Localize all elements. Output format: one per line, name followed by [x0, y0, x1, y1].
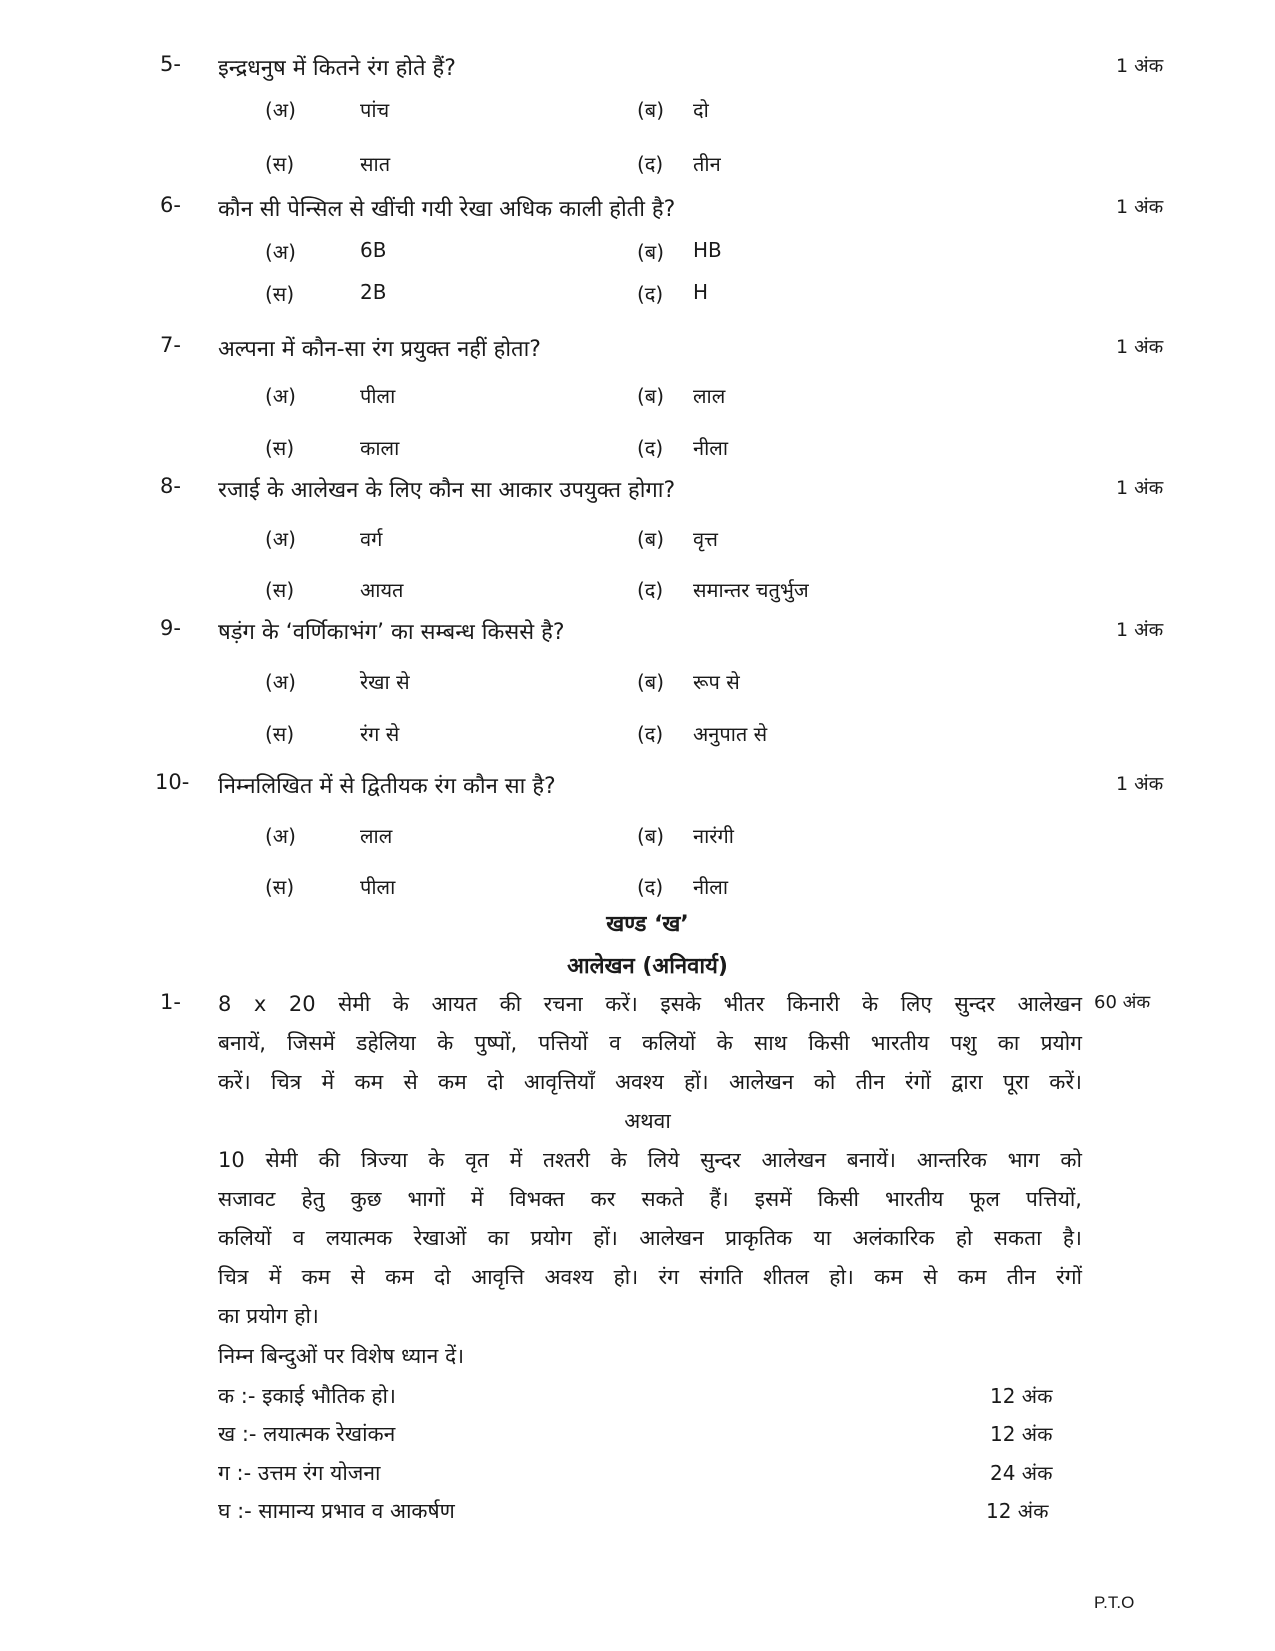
question-text: निम्नलिखित में से द्वितीयक रंग कौन सा है?	[218, 774, 556, 799]
option-value: समान्तर चतुर्भुज	[693, 578, 809, 602]
option-label: (स)	[265, 875, 295, 899]
question-text: अल्पना में कौन-सा रंग प्रयुक्त नहीं होता?	[218, 337, 541, 362]
option-label: (द)	[637, 436, 664, 460]
option-value: 2B	[360, 280, 387, 304]
option-label: (स)	[265, 578, 295, 602]
option-label: (द)	[637, 152, 664, 176]
section-subtitle: आलेखन (अनिवार्य)	[567, 954, 728, 979]
option-label: (ब)	[637, 98, 665, 122]
option-value: आयत	[360, 578, 404, 602]
option-label: (अ)	[265, 527, 296, 551]
option-value: सात	[360, 152, 391, 176]
criterion-text: ख :- लयात्मक रेखांकन	[218, 1422, 396, 1446]
option-value: रंग से	[360, 722, 400, 746]
option-label: (अ)	[265, 384, 296, 408]
option-label: (अ)	[265, 98, 296, 122]
option-value: H	[693, 280, 709, 304]
para-line: 10 सेमी की त्रिज्या के वृत में तश्तरी के लिये सुन्दर आलेखन बनायें। आन्तरिक भाग को	[218, 1148, 1082, 1172]
option-value: लाल	[693, 384, 726, 408]
option-value: काला	[360, 436, 400, 460]
question-number: 7-	[160, 333, 181, 357]
option-value: पांच	[360, 98, 390, 122]
question-number: 10-	[155, 770, 190, 794]
para-line: कलियों व लयात्मक रेखाओं का प्रयोग हों। आलेखन प्राकृतिक या अलंकारिक हो सकता है।	[218, 1226, 1082, 1250]
option-value: रूप से	[693, 670, 740, 694]
option-label: (स)	[265, 436, 295, 460]
option-label: (स)	[265, 152, 295, 176]
pto-footer: P.T.O	[1094, 1593, 1135, 1612]
criterion-marks: 24 अंक	[990, 1461, 1053, 1485]
question-marks: 1 अंक	[1116, 773, 1164, 795]
note-text: निम्न बिन्दुओं पर विशेष ध्यान दें।	[218, 1344, 465, 1368]
option-label: (द)	[637, 875, 664, 899]
option-label: (स)	[265, 722, 295, 746]
criterion-text: घ :- सामान्य प्रभाव व आकर्षण	[218, 1499, 455, 1523]
option-value: वर्ग	[360, 527, 383, 551]
option-label: (द)	[637, 578, 664, 602]
option-value: तीन	[693, 152, 721, 176]
question-marks: 1 अंक	[1116, 619, 1164, 641]
option-label: (ब)	[637, 824, 665, 848]
option-label: (द)	[637, 722, 664, 746]
option-label: (ब)	[637, 240, 665, 264]
option-label: (अ)	[265, 240, 296, 264]
criterion-marks: 12 अंक	[986, 1499, 1049, 1523]
para-line: बनायें, जिसमें डहेलिया के पुष्पों, पत्तियों व कलियों के साथ किसी भारतीय पशु का प्रयोग	[218, 1031, 1082, 1055]
option-label: (अ)	[265, 670, 296, 694]
option-value: पीला	[360, 875, 396, 899]
option-value: पीला	[360, 384, 396, 408]
option-label: (ब)	[637, 527, 665, 551]
para-line: 8 x 20 सेमी के आयत की रचना करें। इसके भीतर किनारी के लिए सुन्दर आलेखन	[218, 992, 1082, 1016]
option-label: (अ)	[265, 824, 296, 848]
option-value: अनुपात से	[693, 722, 768, 746]
option-value: नीला	[693, 875, 729, 899]
option-label: (ब)	[637, 670, 665, 694]
option-value: नारंगी	[693, 824, 734, 848]
question-number: 5-	[160, 52, 181, 76]
option-value: लाल	[360, 824, 393, 848]
question-text: रजाई के आलेखन के लिए कौन सा आकार उपयुक्त होगा?	[218, 478, 676, 503]
option-value: रेखा से	[360, 670, 410, 694]
question-number: 1-	[160, 990, 181, 1014]
question-marks: 1 अंक	[1116, 196, 1164, 218]
question-number: 8-	[160, 474, 181, 498]
para-line: का प्रयोग हो।	[218, 1304, 319, 1328]
criterion-text: ग :- उत्तम रंग योजना	[218, 1461, 381, 1485]
question-number: 6-	[160, 193, 181, 217]
option-label: (स)	[265, 282, 295, 306]
or-text: अथवा	[624, 1109, 671, 1133]
para-line: करें। चित्र में कम से कम दो आवृत्तियाँ अवश्य हों। आलेखन को तीन रंगों द्वारा पूरा करें।	[218, 1070, 1082, 1094]
question-text: कौन सी पेन्सिल से खींची गयी रेखा अधिक काली होती है?	[218, 197, 676, 222]
para-line: चित्र में कम से कम दो आवृत्ति अवश्य हो। रंग संगति शीतल हो। कम से कम तीन रंगों	[218, 1265, 1082, 1289]
question-number: 9-	[160, 616, 181, 640]
question-text: इन्द्रधनुष में कितने रंग होते हैं?	[218, 56, 456, 81]
question-marks: 1 अंक	[1116, 55, 1164, 77]
option-value: नीला	[693, 436, 729, 460]
criterion-marks: 12 अंक	[990, 1384, 1053, 1408]
criterion-marks: 12 अंक	[990, 1422, 1053, 1446]
question-text: षड़ंग के ‘वर्णिकाभंग’ का सम्बन्ध किससे है?	[218, 620, 565, 645]
question-marks: 60 अंक	[1094, 992, 1151, 1013]
option-value: HB	[693, 238, 722, 262]
option-value: 6B	[360, 238, 387, 262]
question-marks: 1 अंक	[1116, 477, 1164, 499]
option-value: वृत्त	[693, 527, 718, 551]
option-value: दो	[693, 98, 709, 122]
option-label: (ब)	[637, 384, 665, 408]
option-label: (द)	[637, 282, 664, 306]
para-line: सजावट हेतु कुछ भागों में विभक्त कर सकते हैं। इसमें किसी भारतीय फूल पत्तियों,	[218, 1187, 1082, 1211]
criterion-text: क :- इकाई भौतिक हो।	[218, 1384, 396, 1408]
section-title: खण्ड ‘ख’	[606, 912, 689, 937]
question-marks: 1 अंक	[1116, 336, 1164, 358]
